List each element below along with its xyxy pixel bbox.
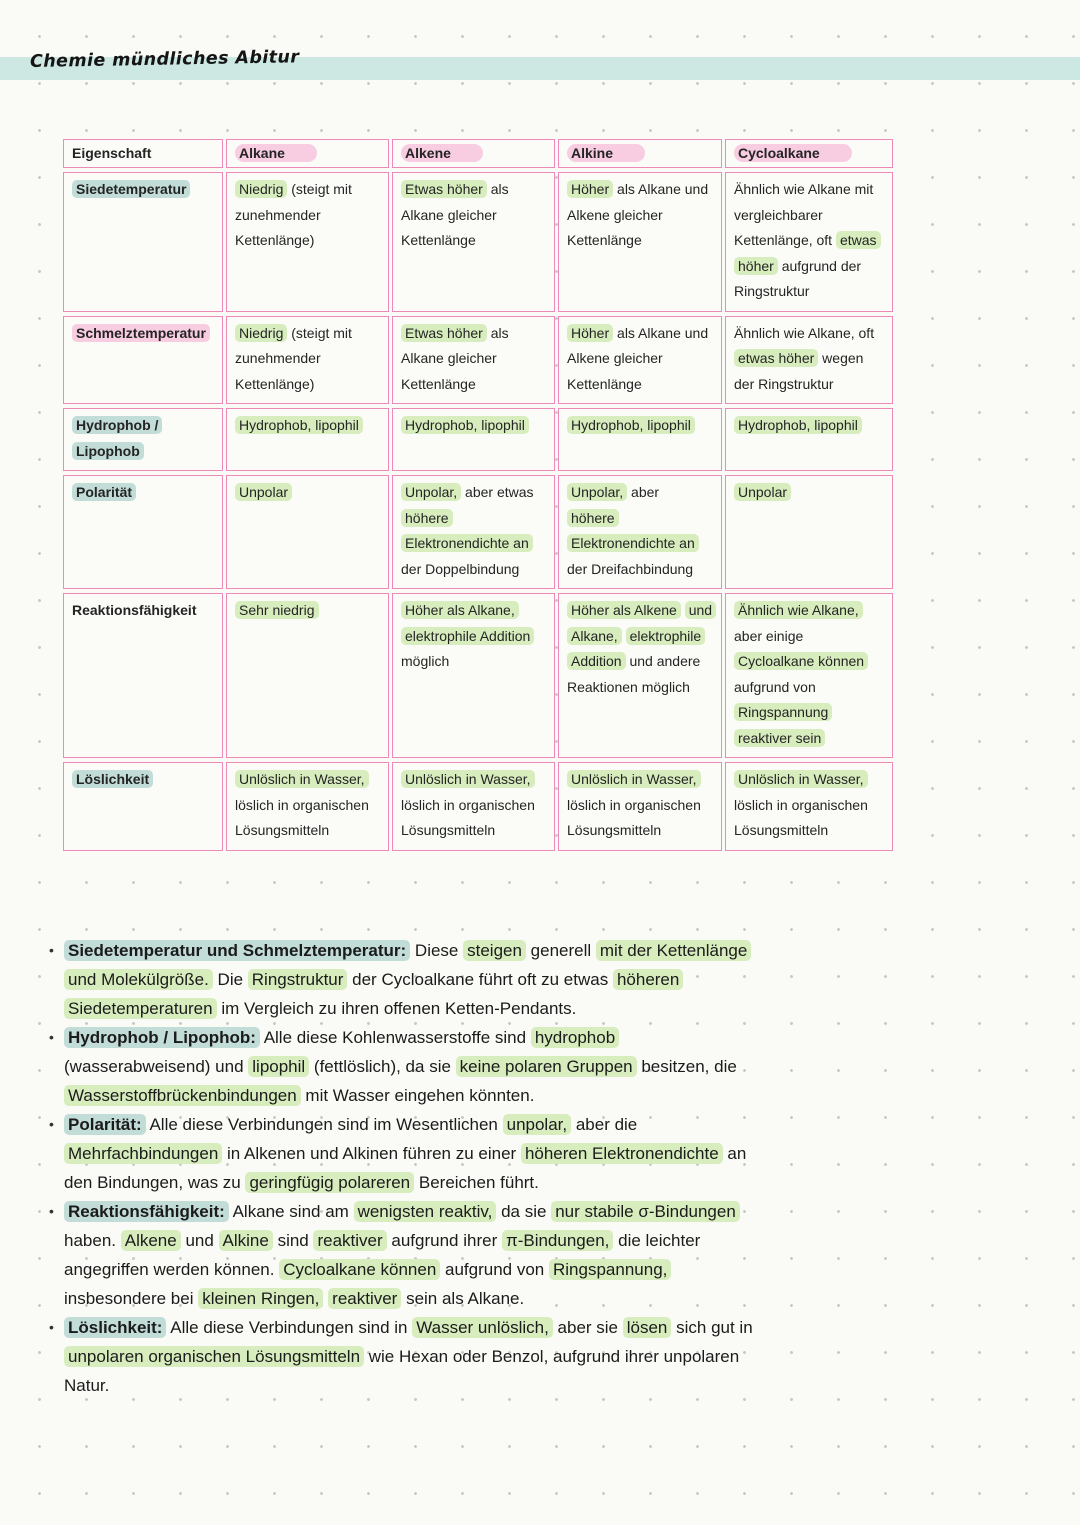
highlighted-text: höheren Siedetemperaturen xyxy=(64,969,683,1019)
cell-siedetemperatur-alkane xyxy=(226,172,389,312)
text-segment: an den Bindungen, was zu xyxy=(64,1144,747,1192)
table-row-reaktionsfaehigkeit xyxy=(63,593,893,758)
highlighted-text: elektrophile Addition xyxy=(401,627,534,645)
highlighted-text: Hydrophob, lipophil xyxy=(401,416,529,434)
highlighted-text: Ähnlich wie Alkane, xyxy=(734,601,863,619)
highlighted-text: Höher als Alkene xyxy=(567,601,681,619)
text-segment: aber sie xyxy=(552,1318,623,1337)
text-segment: in Alkenen und Alkinen führen zu einer xyxy=(222,1144,521,1163)
row-label-loeslichkeit xyxy=(63,762,223,851)
highlighted-text: Niedrig xyxy=(235,180,287,198)
highlighted-text: Unlöslich in Wasser, xyxy=(235,770,369,788)
highlighted-text: Hydrophob / Lipophob xyxy=(72,416,162,460)
note-item-reaktionsfaehigkeit xyxy=(49,1197,755,1313)
cell-loeslichkeit-alkane xyxy=(226,762,389,851)
highlighted-text: Unpolar, xyxy=(567,483,627,501)
highlighted-text: steigen xyxy=(463,940,526,961)
table-header xyxy=(63,139,893,168)
highlighted-text: Cycloalkane xyxy=(734,144,852,162)
cell-hydrophob-lipophob-alkine xyxy=(558,408,722,471)
text-segment: der Dreifachbindung xyxy=(567,560,694,577)
cell-reaktionsfaehigkeit-alkine xyxy=(558,593,722,758)
cell-loeslichkeit-alkene xyxy=(392,762,555,851)
cell-schmelztemperatur-cycloalkane xyxy=(725,316,893,405)
highlighted-text: lösen xyxy=(623,1317,672,1338)
note-item-loeslichkeit xyxy=(49,1313,755,1400)
row-label-siedetemperatur xyxy=(63,172,223,312)
text-segment: insbesondere bei xyxy=(64,1289,199,1308)
text-segment: und andere Reaktionen möglich xyxy=(567,653,701,695)
cell-loeslichkeit-cycloalkane xyxy=(725,762,893,851)
text-segment: da sie xyxy=(496,1202,552,1221)
highlighted-text: unpolaren organischen Lösungsmitteln xyxy=(64,1346,364,1367)
highlighted-text: Ringstruktur xyxy=(248,969,348,990)
highlighted-text: höhere xyxy=(401,509,453,527)
cell-hydrophob-lipophob-alkane xyxy=(226,408,389,471)
table-row-siedetemperatur xyxy=(63,172,893,312)
text-segment: möglich xyxy=(401,653,450,669)
text-segment: Bereichen führt. xyxy=(414,1173,539,1192)
table-row-hydrophob-lipophob xyxy=(63,408,893,471)
text-segment: Alkane sind am xyxy=(228,1202,354,1221)
text-segment: als Alkane gleicher Kettenlänge xyxy=(401,324,509,392)
text-segment: (wasserabweisend) und xyxy=(64,1057,249,1076)
properties-comparison-table xyxy=(60,135,896,855)
cell-reaktionsfaehigkeit-alkane xyxy=(226,593,389,758)
cell-schmelztemperatur-alkene xyxy=(392,316,555,405)
highlighted-text: Unlöslich in Wasser, xyxy=(401,770,535,788)
highlighted-text: Unpolar xyxy=(235,483,292,501)
highlighted-text: Hydrophob, lipophil xyxy=(734,416,862,434)
highlighted-text: π-Bindungen, xyxy=(502,1230,613,1251)
text-segment: haben. xyxy=(64,1231,121,1250)
text-segment: der Doppelbindung xyxy=(401,560,520,577)
highlighted-text: Unpolar, xyxy=(401,483,461,501)
highlighted-text: Cycloalkane können xyxy=(279,1259,440,1280)
highlighted-text: Wasserstoffbrückenbindungen xyxy=(64,1085,301,1106)
highlighted-text: hydrophob xyxy=(531,1027,619,1048)
highlighted-text: höheren Elektronendichte xyxy=(521,1143,723,1164)
note-item-hydrophob-lipophob xyxy=(49,1023,755,1110)
highlighted-text: Elektronendichte an xyxy=(401,534,533,552)
highlighted-text: Cycloalkane können xyxy=(734,652,868,670)
cell-hydrophob-lipophob-alkene xyxy=(392,408,555,471)
highlighted-text: Löslichkeit xyxy=(72,770,153,788)
highlighted-text: mit der Kettenlänge und Molekülgröße. xyxy=(64,940,751,990)
text-segment: aber etwas xyxy=(461,484,534,500)
column-header-alkane xyxy=(226,139,389,168)
highlighted-text: Niedrig xyxy=(235,324,287,342)
highlighted-text: Polarität xyxy=(72,483,136,501)
cell-polaritaet-alkine xyxy=(558,475,722,589)
highlighted-text: wenigsten reaktiv, xyxy=(354,1201,497,1222)
text-segment: sind xyxy=(272,1231,314,1250)
highlighted-text: Etwas höher xyxy=(401,324,487,342)
row-label-reaktionsfaehigkeit xyxy=(63,593,223,758)
cell-schmelztemperatur-alkane xyxy=(226,316,389,405)
highlighted-text: Alkine xyxy=(219,1230,273,1251)
highlighted-text: keine polaren Gruppen xyxy=(456,1056,637,1077)
text-segment: Reaktionsfähigkeit xyxy=(72,602,197,618)
text-segment: aber einige xyxy=(734,627,804,644)
highlighted-text: Ringspannung xyxy=(734,703,832,721)
text-segment: aber die xyxy=(571,1115,638,1134)
column-header-eigenschaft xyxy=(63,139,223,168)
highlighted-text: Mehrfachbindungen xyxy=(64,1143,222,1164)
text-segment: wegen der Ringstruktur xyxy=(734,350,864,392)
cell-polaritaet-alkane xyxy=(226,475,389,589)
cell-reaktionsfaehigkeit-alkene xyxy=(392,593,555,758)
cell-polaritaet-cycloalkane xyxy=(725,475,893,589)
text-segment: sein als Alkane. xyxy=(401,1289,525,1308)
table-row-loeslichkeit xyxy=(63,762,893,851)
text-segment: löslich in organischen Lösungsmitteln xyxy=(401,796,535,838)
text-segment: (steigt mit zunehmender Kettenlänge) xyxy=(235,324,352,392)
highlighted-text: höhere xyxy=(567,509,619,527)
text-segment: Ähnlich wie Alkane mit vergleichbarer Kettenlänge, oft xyxy=(734,181,874,248)
cell-reaktionsfaehigkeit-cycloalkane xyxy=(725,593,893,758)
note-item-polaritaet xyxy=(49,1110,755,1197)
text-segment: als Alkane und Alkene gleicher Kettenlänge xyxy=(567,324,709,392)
highlighted-text: Hydrophob / Lipophob: xyxy=(64,1027,260,1048)
row-label-polaritaet xyxy=(63,475,223,589)
highlighted-text: Etwas höher xyxy=(401,180,487,198)
text-segment: Eigenschaft xyxy=(72,145,152,161)
highlighted-text: reaktiver xyxy=(328,1288,401,1309)
highlighted-text: Alkine xyxy=(567,144,645,162)
text-segment: aufgrund der Ringstruktur xyxy=(734,257,862,299)
highlighted-text: etwas höher xyxy=(734,231,881,275)
highlighted-text: Sehr niedrig xyxy=(235,601,319,619)
text-segment: und xyxy=(180,1231,219,1250)
cell-siedetemperatur-alkene xyxy=(392,172,555,312)
cell-siedetemperatur-alkine xyxy=(558,172,722,312)
text-segment: als Alkane gleicher Kettenlänge xyxy=(401,181,509,248)
row-label-schmelztemperatur xyxy=(63,316,223,405)
table-row-polaritaet xyxy=(63,475,893,589)
highlighted-text: reaktiver sein xyxy=(734,729,825,747)
text-segment: aber xyxy=(627,484,660,500)
column-header-cycloalkane xyxy=(725,139,893,168)
cell-polaritaet-alkene xyxy=(392,475,555,589)
highlighted-text: Wasser unlöslich, xyxy=(412,1317,553,1338)
highlighted-text: Hydrophob, lipophil xyxy=(567,416,695,434)
highlighted-text: lipophil xyxy=(248,1056,309,1077)
highlighted-text: Alkene xyxy=(401,144,483,162)
text-segment: Alle diese Verbindungen sind im Wesentlichen xyxy=(145,1115,503,1134)
text-segment: Alle diese Kohlenwasserstoffe sind xyxy=(259,1028,531,1047)
text-segment: besitzen, die xyxy=(636,1057,737,1076)
row-label-hydrophob-lipophob xyxy=(63,408,223,471)
highlighted-text: reaktiver xyxy=(313,1230,386,1251)
highlighted-text: Hydrophob, lipophil xyxy=(235,416,363,434)
highlighted-text: Höher als Alkane, xyxy=(401,601,519,619)
text-segment: (steigt mit zunehmender Kettenlänge) xyxy=(235,181,352,248)
table-row-schmelztemperatur xyxy=(63,316,893,405)
text-segment: generell xyxy=(525,941,596,960)
highlighted-text: Alkane xyxy=(235,144,317,162)
text-segment: löslich in organischen Lösungsmitteln xyxy=(235,796,369,838)
text-segment: Alle diese Verbindungen sind in xyxy=(166,1318,413,1337)
text-segment: der Cycloalkane führt oft zu etwas xyxy=(347,970,613,989)
text-segment: mit Wasser eingehen könnten. xyxy=(300,1086,535,1105)
highlighted-text: Reaktionsfähigkeit: xyxy=(64,1201,229,1222)
cell-hydrophob-lipophob-cycloalkane xyxy=(725,408,893,471)
text-segment: aufgrund von xyxy=(734,678,816,695)
text-segment: Ähnlich wie Alkane, oft xyxy=(734,324,875,341)
text-segment: im Vergleich zu ihren offenen Ketten-Pendants. xyxy=(216,999,577,1018)
highlighted-text: Schmelztemperatur xyxy=(72,324,210,342)
highlighted-text: Alkene xyxy=(121,1230,181,1251)
highlighted-text: Ringspannung, xyxy=(549,1259,671,1280)
text-segment: als Alkane und Alkene gleicher Kettenlänge xyxy=(567,181,709,248)
highlighted-text: Unlöslich in Wasser, xyxy=(734,770,868,788)
highlighted-text: Polarität: xyxy=(64,1114,146,1135)
note-item-siede-schmelztemperatur xyxy=(49,936,755,1023)
text-segment: aufgrund ihrer xyxy=(386,1231,502,1250)
highlighted-text: geringfügig polareren xyxy=(245,1172,414,1193)
highlighted-text: Unlöslich in Wasser, xyxy=(567,770,701,788)
text-segment: Diese xyxy=(410,941,464,960)
text-segment xyxy=(622,628,626,644)
text-segment: (fettlöslich), da sie xyxy=(309,1057,456,1076)
highlighted-text: nur stabile σ-Bindungen xyxy=(551,1201,740,1222)
cell-loeslichkeit-alkine xyxy=(558,762,722,851)
highlighted-text: und Alkane, xyxy=(567,601,716,645)
highlighted-text: Höher xyxy=(567,180,613,198)
column-header-alkene xyxy=(392,139,555,168)
column-header-alkine xyxy=(558,139,722,168)
highlighted-text: etwas höher xyxy=(734,349,818,367)
highlighted-text: Elektronendichte an xyxy=(567,534,699,552)
text-segment: aufgrund von xyxy=(440,1260,549,1279)
highlighted-text: unpolar, xyxy=(503,1114,572,1135)
cell-siedetemperatur-cycloalkane xyxy=(725,172,893,312)
text-segment: wie Hexan oder Benzol, aufgrund ihrer unpolaren Natur. xyxy=(64,1347,740,1395)
highlighted-text: kleinen Ringen, xyxy=(198,1288,323,1309)
highlighted-text: Unpolar xyxy=(734,483,791,501)
notes-list xyxy=(49,936,755,1400)
table-header-row xyxy=(63,139,893,168)
text-segment: die leichter angegriffen werden können. xyxy=(64,1231,701,1279)
highlighted-text: Siedetemperatur xyxy=(72,180,190,198)
highlighted-text: elektrophile Addition xyxy=(567,627,705,671)
page-title: Chemie mündliches Abitur xyxy=(29,47,300,72)
table-body xyxy=(63,172,893,851)
highlighted-text: Höher xyxy=(567,324,613,342)
header-highlight-band xyxy=(0,47,1080,80)
text-segment: sich gut in xyxy=(671,1318,753,1337)
text-segment: löslich in organischen Lösungsmitteln xyxy=(734,796,868,838)
text-segment: löslich in organischen Lösungsmitteln xyxy=(567,796,701,838)
cell-schmelztemperatur-alkine xyxy=(558,316,722,405)
highlighted-text: Löslichkeit: xyxy=(64,1317,166,1338)
highlighted-text: Siedetemperatur und Schmelztemperatur: xyxy=(64,940,410,961)
text-segment: Die xyxy=(212,970,248,989)
